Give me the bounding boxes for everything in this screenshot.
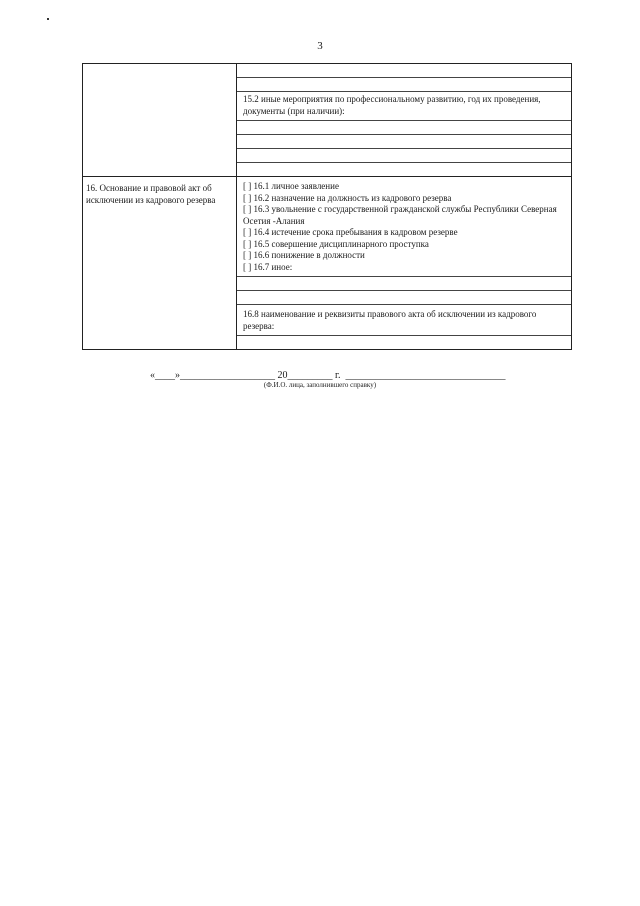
option-16-3: [ ] 16.3 увольнение с государственной гражданской службы Республики Северная Осетия -Алания <box>243 204 557 226</box>
section-16-row <box>83 177 572 350</box>
blank-line <box>237 336 571 349</box>
blank-line <box>237 135 571 149</box>
signature-line: «____»___________________ 20_________ г. ________________________________ <box>150 370 506 381</box>
blank-line <box>237 78 571 92</box>
page-number: 3 <box>317 40 323 52</box>
option-16-6: [ ] 16.6 понижение в должности <box>243 250 365 260</box>
form-table <box>82 63 572 350</box>
exclusion-options <box>237 177 571 277</box>
scan-mark <box>47 18 49 20</box>
option-16-5: [ ] 16.5 совершение дисциплинарного проступка <box>243 238 429 249</box>
section-15-row <box>83 64 572 177</box>
blank-line <box>237 121 571 135</box>
option-16-1: [ ] 16.1 личное заявление <box>243 181 339 191</box>
item-16-8-block <box>237 305 571 336</box>
blank-line <box>237 291 571 305</box>
section-16-title: 16. Основание и правовой акт об исключении из кадрового резерва <box>86 183 216 205</box>
section-16-left-cell <box>83 177 237 350</box>
item-15-2-label: 15.2 иные мероприятия по профессиональному развитию, год их проведения, документы (при наличии): <box>243 94 541 116</box>
section-16-right-cell <box>237 177 572 350</box>
item-16-8-label: 16.8 наименование и реквизиты правового акта об исключении из кадрового резерва: <box>243 309 537 331</box>
blank-line <box>237 149 571 163</box>
signature-caption: (Ф.И.О. лица, заполнившего справку) <box>263 381 377 389</box>
blank-line <box>237 277 571 291</box>
option-16-4: [ ] 16.4 истечение срока пребывания в кадровом резерве <box>243 227 458 237</box>
item-15-2-block <box>237 92 571 121</box>
blank-line <box>237 163 571 176</box>
section-15-right-cell <box>237 64 572 177</box>
section-15-left-cell <box>83 64 237 177</box>
option-16-2: [ ] 16.2 назначение на должность из кадрового резерва <box>243 192 452 203</box>
option-16-7: [ ] 16.7 иное: <box>243 261 293 272</box>
blank-line <box>237 64 571 78</box>
